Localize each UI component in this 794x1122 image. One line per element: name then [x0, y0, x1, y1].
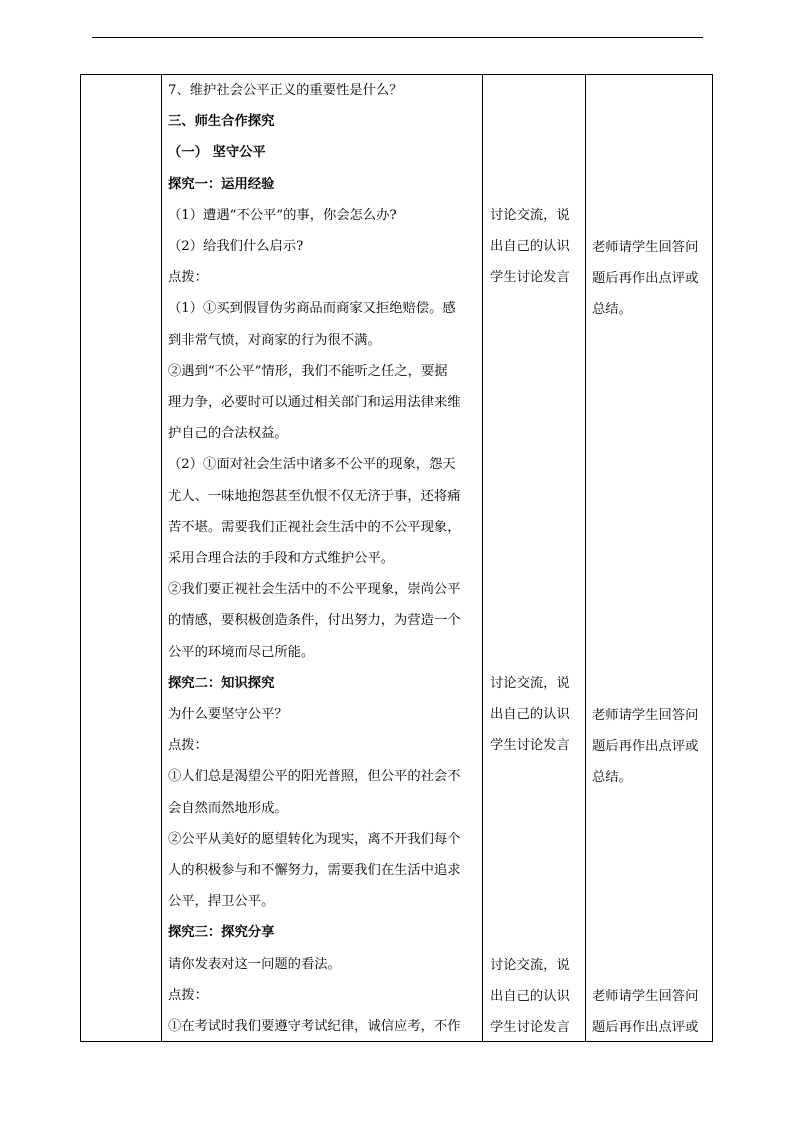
content-line: 公平，捍卫公平。: [168, 894, 275, 910]
teacher-activity-line: 老师请学生回答问: [592, 240, 699, 255]
content-line: 公平的环境而尽己所能。: [168, 644, 315, 660]
section-heading: 探究二：知识探究: [168, 675, 275, 691]
content-line: 理力争，必要时可以通过相关部门和运用法律来维: [168, 395, 461, 410]
content-line: ①人们总是渴望公平的阳光普照，但公平的社会不: [168, 769, 461, 785]
student-activity-line: 出自己的认识: [490, 239, 570, 255]
column-divider-2: [482, 74, 483, 1041]
content-line: ①在考试时我们要遵守考试纪律，诚信应考，不作: [168, 1019, 461, 1034]
header-rule: [92, 37, 703, 38]
content-line: 的情感，要积极创造条件，付出努力，为营造一个: [168, 613, 461, 629]
content-line: ②遇到“不公平”情形，我们不能听之任之，要据: [168, 363, 448, 379]
student-activity-line: 讨论交流，说: [490, 676, 570, 691]
table-right-border: [712, 74, 713, 1041]
content-line: （2）给我们什么启示?: [168, 239, 304, 254]
student-activity-line: 学生讨论发言: [490, 1020, 570, 1036]
section-heading: 探究三：探究分享: [168, 925, 275, 941]
content-line: 7、维护社会公平正义的重要性是什么？: [168, 83, 403, 98]
section-heading: （一） 坚守公平: [168, 145, 266, 161]
content-line: 尤人、一味地抱怨甚至仇恨不仅无济于事，还将痛: [168, 488, 461, 504]
student-activity-line: 学生讨论发言: [490, 738, 570, 754]
content-line: 护自己的合法权益。: [168, 426, 288, 442]
content-line: 点拨：: [168, 738, 208, 754]
student-activity-line: 出自己的认识: [490, 989, 570, 1005]
column-divider-3: [585, 74, 586, 1041]
student-activity-line: 讨论交流，说: [490, 958, 570, 973]
content-line: 点拨：: [168, 987, 208, 1003]
teacher-activity-line: 题后再作出点评或: [592, 271, 699, 287]
content-line: 人的积极参与和不懈努力，需要我们在生活中追求: [168, 863, 461, 878]
content-line: （2）①面对社会生活中诸多不公平的现象，怨天: [168, 457, 456, 473]
teacher-activity-line: 总结。: [592, 770, 632, 786]
content-line: 请你发表对这一问题的看法。: [168, 956, 341, 972]
content-line: 到非常气愤，对商家的行为很不满。: [168, 332, 381, 348]
teacher-activity-line: 总结。: [592, 302, 632, 318]
section-heading: 探究一：运用经验: [168, 176, 275, 192]
teacher-activity-line: 老师请学生回答问: [592, 708, 699, 723]
content-line: （1）遭遇“不公平”的事，你会怎么办?: [168, 207, 397, 223]
student-activity-line: 学生讨论发言: [490, 270, 570, 286]
content-line: 采用合理合法的手段和方式维护公平。: [168, 551, 395, 566]
content-line: ②公平从美好的愿望转化为现实，离不开我们每个: [168, 831, 461, 847]
student-activity-line: 讨论交流，说: [490, 208, 570, 223]
content-line: 为什么要坚守公平？: [168, 707, 288, 722]
section-heading: 三、师生合作探究: [168, 114, 275, 130]
student-activity-line: 出自己的认识: [490, 707, 570, 723]
content-line: 会自然而然地形成。: [168, 800, 288, 816]
content-line: （1）①买到假冒伪劣商品而商家又拒绝赔偿。感: [168, 301, 456, 317]
content-line: 点拨：: [168, 270, 208, 286]
content-line: ②我们要正视社会生活中的不公平现象，崇尚公平: [168, 582, 461, 598]
column-divider-1: [161, 74, 162, 1041]
table-left-border: [80, 74, 81, 1041]
content-line: 苦不堪。需要我们正视社会生活中的不公平现象，: [168, 519, 461, 535]
teacher-activity-line: 老师请学生回答问: [592, 989, 699, 1004]
teacher-activity-line: 题后再作出点评或: [592, 1020, 699, 1036]
teacher-activity-line: 题后再作出点评或: [592, 739, 699, 755]
